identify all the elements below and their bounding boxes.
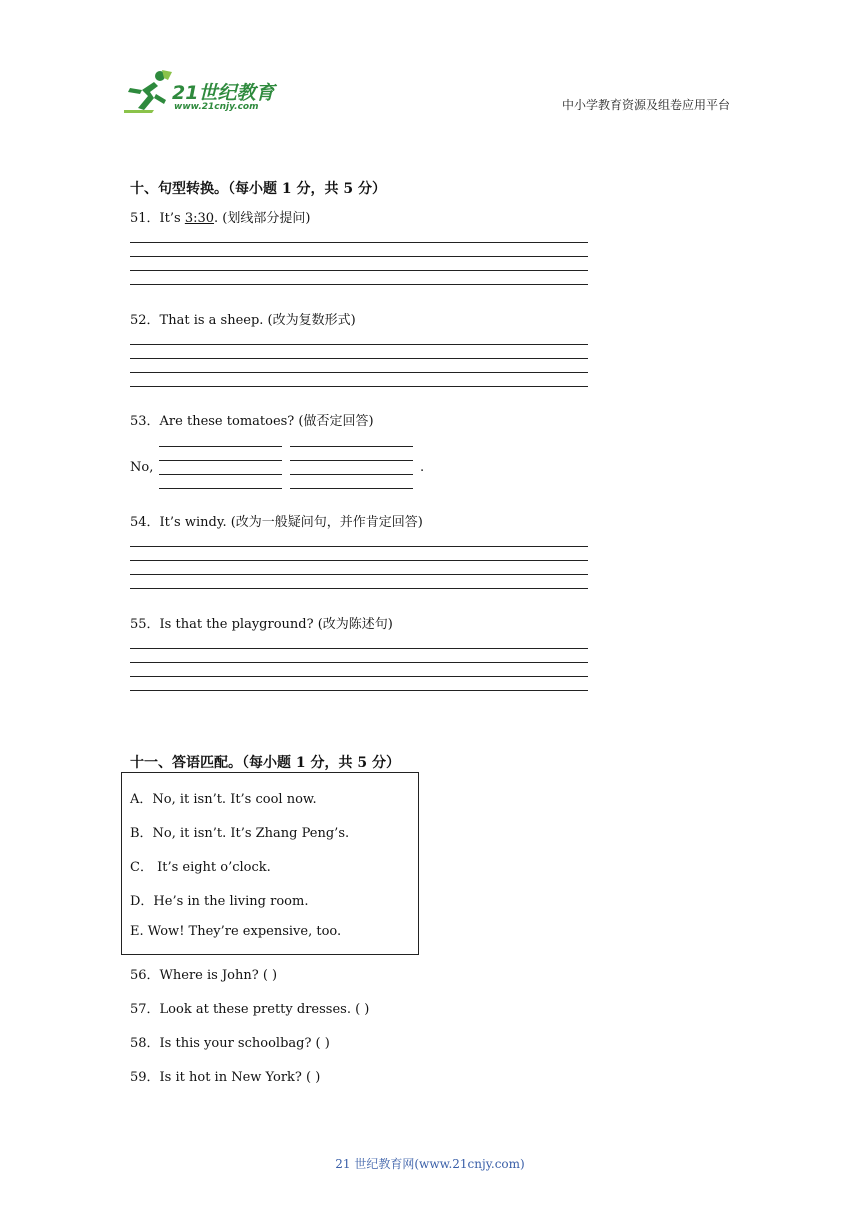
option-a: A．No, it isn’t. It’s cool now. <box>130 792 317 807</box>
answer-line[interactable] <box>130 358 588 359</box>
question-51-number: 51． <box>130 211 160 226</box>
question-55-number: 55． <box>130 617 160 632</box>
question-53 <box>130 410 374 429</box>
option-e: E. Wow! They’re expensive, too. <box>130 924 342 939</box>
answer-line[interactable] <box>130 676 588 677</box>
footer-link[interactable]: 21 世纪教育网(www.21cnjy.com) <box>335 1157 525 1171</box>
answer-line[interactable] <box>130 690 588 691</box>
answer-blank[interactable] <box>159 474 282 475</box>
section-11-title: 十一、答语匹配。（每小题 1 分，共 5 分） <box>130 755 400 771</box>
answer-line[interactable] <box>130 284 588 285</box>
section-10-title: 十、句型转换。（每小题 1 分，共 5 分） <box>130 181 386 197</box>
answer-blank[interactable] <box>159 446 282 447</box>
answer-line[interactable] <box>130 344 588 345</box>
answer-line[interactable] <box>130 256 588 257</box>
logo-url: www.21cnjy.com <box>174 102 259 112</box>
question-51-pre: It’s <box>159 211 185 226</box>
answer-line[interactable] <box>130 386 588 387</box>
answer-line[interactable] <box>130 546 588 547</box>
answer-blank[interactable] <box>290 460 413 461</box>
option-b: B．No, it isn’t. It’s Zhang Peng’s. <box>130 826 350 841</box>
answer-line[interactable] <box>130 588 588 589</box>
answer-line[interactable] <box>130 560 588 561</box>
answer-blank[interactable] <box>290 446 413 447</box>
question-54-text: It’s windy. (改为一般疑问句，并作肯定回答) <box>159 515 423 530</box>
option-d: D．He’s in the living room. <box>130 894 309 909</box>
question-52-number: 52． <box>130 313 160 328</box>
answer-blank[interactable] <box>290 488 413 489</box>
platform-title: 中小学教育资源及组卷应用平台 <box>561 98 730 112</box>
answer-blank[interactable] <box>159 488 282 489</box>
answer-prefix-no: No, <box>130 460 154 475</box>
answer-suffix-period: . <box>420 460 425 475</box>
answer-line[interactable] <box>130 648 588 649</box>
question-55-text: Is that the playground? (改为陈述句) <box>159 617 393 632</box>
question-55 <box>130 613 393 632</box>
question-56: 56．Where is John? ( ) <box>130 968 278 983</box>
answer-line[interactable] <box>130 372 588 373</box>
option-c: C． It’s eight o’clock. <box>130 860 271 875</box>
question-51-underlined: 3:30 <box>184 211 215 226</box>
question-59: 59．Is it hot in New York? ( ) <box>130 1070 321 1085</box>
answer-blank[interactable] <box>290 474 413 475</box>
answer-line[interactable] <box>130 242 588 243</box>
runner-logo-icon <box>124 70 174 114</box>
question-52 <box>130 309 356 328</box>
answer-blank[interactable] <box>159 460 282 461</box>
question-52-text: That is a sheep. (改为复数形式) <box>159 313 356 328</box>
question-54 <box>130 511 423 530</box>
logo-text: 21世纪教育 <box>172 82 275 104</box>
logo <box>124 70 294 120</box>
question-53-text: Are these tomatoes? (做否定回答) <box>159 414 374 429</box>
question-54-number: 54． <box>130 515 160 530</box>
answer-line[interactable] <box>130 662 588 663</box>
answer-line[interactable] <box>130 270 588 271</box>
question-51-post: . (划线部分提问) <box>214 211 311 226</box>
question-58: 58．Is this your schoolbag? ( ) <box>130 1036 330 1051</box>
answer-line[interactable] <box>130 574 588 575</box>
question-51 <box>130 207 310 226</box>
question-53-number: 53． <box>130 414 160 429</box>
question-57: 57．Look at these pretty dresses. ( ) <box>130 1002 370 1017</box>
